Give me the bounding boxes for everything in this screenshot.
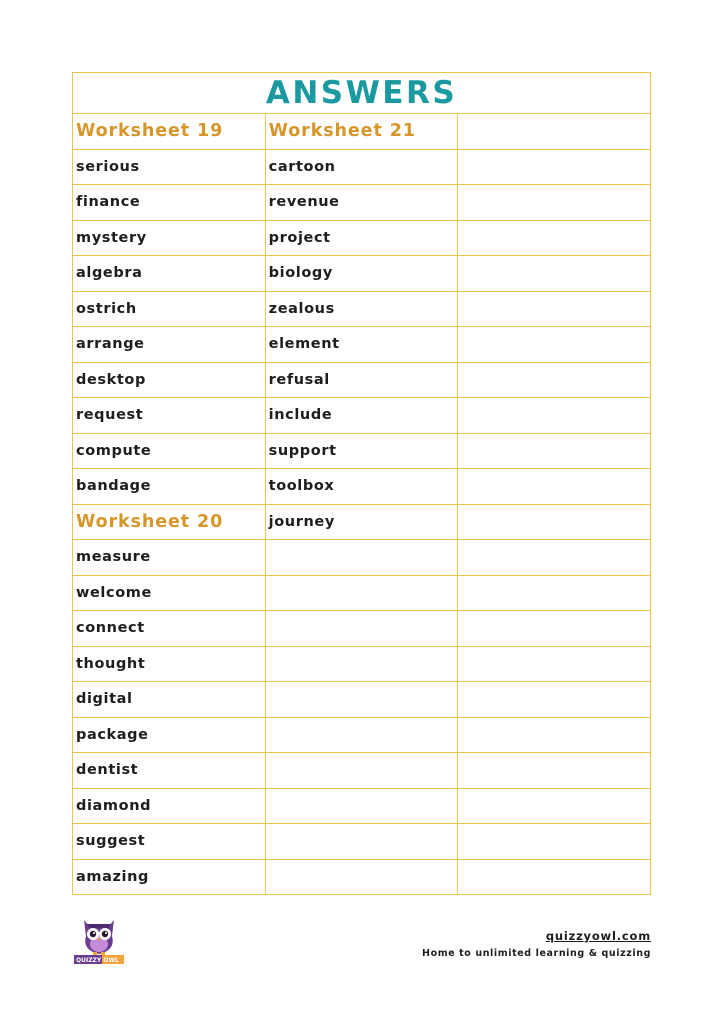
empty-cell	[458, 788, 651, 824]
answer-cell: digital	[73, 682, 266, 718]
page-title: ANSWERS	[73, 73, 651, 114]
answer-row	[73, 611, 651, 647]
answer-cell: suggest	[73, 824, 266, 860]
answer-row	[73, 362, 651, 398]
answer-cell: finance	[73, 185, 266, 221]
empty-cell	[265, 859, 458, 895]
answer-cell: serious	[73, 149, 266, 185]
empty-cell	[458, 433, 651, 469]
answer-cell: journey	[265, 504, 458, 540]
empty-cell	[458, 504, 651, 540]
empty-cell	[458, 646, 651, 682]
empty-cell	[265, 611, 458, 647]
empty-cell	[265, 717, 458, 753]
answer-cell: request	[73, 398, 266, 434]
answer-cell: dentist	[73, 753, 266, 789]
answer-row	[73, 682, 651, 718]
answer-row	[73, 114, 651, 150]
answer-row	[73, 788, 651, 824]
empty-cell	[458, 859, 651, 895]
answer-cell: amazing	[73, 859, 266, 895]
empty-cell	[458, 362, 651, 398]
empty-cell	[458, 717, 651, 753]
empty-cell	[265, 753, 458, 789]
answer-row	[73, 291, 651, 327]
answer-cell: thought	[73, 646, 266, 682]
answer-cell: mystery	[73, 220, 266, 256]
answers-table	[72, 72, 651, 895]
answer-cell: diamond	[73, 788, 266, 824]
empty-cell	[458, 753, 651, 789]
answer-cell: support	[265, 433, 458, 469]
empty-cell	[458, 540, 651, 576]
answer-row	[73, 859, 651, 895]
quizzy-owl-logo	[74, 912, 124, 964]
answer-row	[73, 433, 651, 469]
answer-row	[73, 185, 651, 221]
site-link[interactable]: quizzyowl.com	[545, 929, 651, 943]
answer-cell: welcome	[73, 575, 266, 611]
tagline: Home to unlimited learning & quizzing	[422, 948, 651, 959]
answer-row	[73, 398, 651, 434]
empty-cell	[458, 149, 651, 185]
answer-row	[73, 504, 651, 540]
answer-row	[73, 469, 651, 505]
answer-cell: zealous	[265, 291, 458, 327]
answer-cell: algebra	[73, 256, 266, 292]
answer-row	[73, 753, 651, 789]
empty-cell	[265, 540, 458, 576]
answer-cell: include	[265, 398, 458, 434]
answer-row	[73, 646, 651, 682]
logo-text: QUIZZY OWL	[76, 957, 119, 964]
answer-cell: toolbox	[265, 469, 458, 505]
worksheet-heading: Worksheet 20	[73, 504, 266, 540]
answer-cell: connect	[73, 611, 266, 647]
answer-cell: element	[265, 327, 458, 363]
empty-cell	[458, 291, 651, 327]
empty-cell	[458, 398, 651, 434]
answer-cell: package	[73, 717, 266, 753]
empty-cell	[458, 185, 651, 221]
answer-cell: compute	[73, 433, 266, 469]
answer-cell: revenue	[265, 185, 458, 221]
worksheet-heading: Worksheet 19	[73, 114, 266, 150]
empty-cell	[265, 824, 458, 860]
answer-cell: refusal	[265, 362, 458, 398]
empty-cell	[265, 682, 458, 718]
empty-cell	[458, 611, 651, 647]
answer-cell: ostrich	[73, 291, 266, 327]
answer-row	[73, 540, 651, 576]
answer-cell: desktop	[73, 362, 266, 398]
answer-cell: bandage	[73, 469, 266, 505]
empty-cell	[458, 575, 651, 611]
title-row	[73, 73, 651, 114]
answer-cell: cartoon	[265, 149, 458, 185]
answer-cell: measure	[73, 540, 266, 576]
answer-row	[73, 220, 651, 256]
worksheet-heading: Worksheet 21	[265, 114, 458, 150]
empty-cell	[458, 469, 651, 505]
answer-cell: arrange	[73, 327, 266, 363]
answer-cell: project	[265, 220, 458, 256]
empty-cell	[458, 256, 651, 292]
empty-cell	[458, 327, 651, 363]
empty-cell	[265, 575, 458, 611]
empty-cell	[458, 220, 651, 256]
answer-row	[73, 824, 651, 860]
answer-row	[73, 256, 651, 292]
answer-row	[73, 149, 651, 185]
empty-cell	[265, 788, 458, 824]
answer-row	[73, 327, 651, 363]
answer-cell: biology	[265, 256, 458, 292]
empty-cell	[458, 114, 651, 150]
empty-cell	[458, 682, 651, 718]
empty-cell	[265, 646, 458, 682]
answer-row	[73, 717, 651, 753]
empty-cell	[458, 824, 651, 860]
answer-row	[73, 575, 651, 611]
